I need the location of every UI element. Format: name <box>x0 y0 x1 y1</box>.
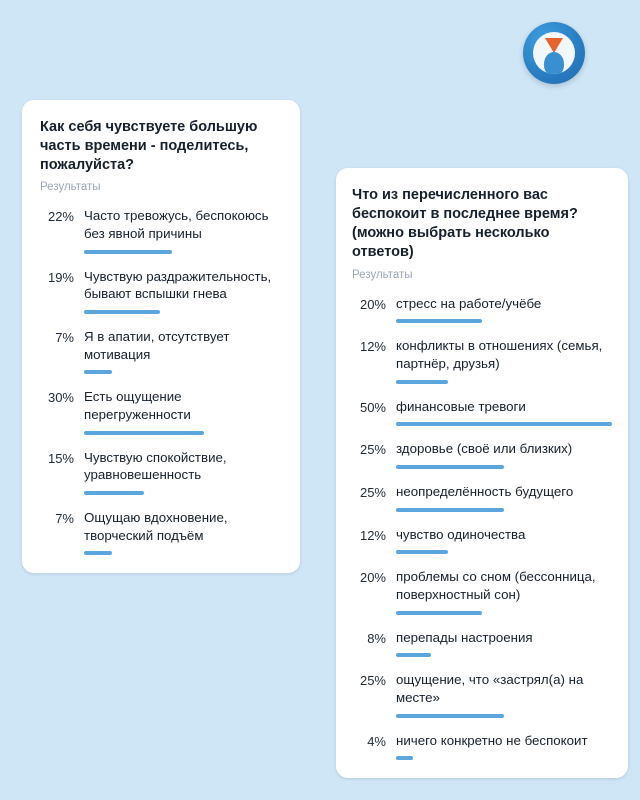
poll-option-percent: 7% <box>55 330 74 346</box>
poll-option-label: Есть ощущение перегруженности <box>84 389 191 423</box>
bird-logo-icon <box>533 32 575 74</box>
poll-option-bar-fill <box>84 370 112 374</box>
poll-option-percent: 7% <box>55 511 74 527</box>
poll-question: Как себя чувствуете большую часть времени - поделитесь, пожалуйста? <box>40 119 258 174</box>
poll-option-bar-track <box>396 465 612 469</box>
poll-option-body <box>386 732 612 761</box>
poll-option-percent: 12% <box>359 339 386 355</box>
poll-option-bar-fill <box>396 319 482 323</box>
bird-body-shape <box>544 52 564 74</box>
poll-option-bar-track <box>396 653 612 657</box>
poll-option-bar-track <box>396 508 612 512</box>
poll-option[interactable] <box>352 671 612 717</box>
poll-option[interactable] <box>352 337 612 383</box>
poll-option-label: ничего конкретно не беспокоит <box>396 732 588 748</box>
poll-option-bar-fill <box>396 550 448 554</box>
poll-card-feelings <box>22 100 300 573</box>
poll-option-body <box>74 268 284 314</box>
poll-option-label: Чувствую раздражительность, бывают вспышки гнева <box>84 268 272 302</box>
poll-option-label: Я в апатии, отсутствует мотивация <box>84 329 230 362</box>
poll-option-bar-fill <box>84 250 172 254</box>
poll-option-percent: 8% <box>367 630 386 646</box>
poll-option-percent: 4% <box>367 733 386 749</box>
poll-option-body <box>74 509 284 555</box>
poll-option-label: ощущение, что «застрял(а) на месте» <box>396 672 584 705</box>
poll-option[interactable] <box>352 483 612 512</box>
poll-option[interactable] <box>40 449 284 495</box>
poll-option-body <box>386 337 612 383</box>
poll-option-bar-fill <box>396 653 431 657</box>
poll-option-bar-fill <box>396 508 504 512</box>
poll-option-percent: 50% <box>359 399 386 415</box>
poll-option-bar-track <box>396 422 612 426</box>
poll-option[interactable] <box>352 295 612 324</box>
poll-option[interactable] <box>352 398 612 427</box>
poll-option-label: здоровье (своё или близких) <box>396 441 573 457</box>
poll-option-bar-track <box>84 250 284 254</box>
poll-results-label: Результаты <box>40 181 101 194</box>
poll-option-percent: 25% <box>359 484 386 500</box>
poll-option-bar-fill <box>396 611 482 615</box>
poll-option-label: финансовые тревоги <box>396 398 526 414</box>
poll-option-label: неопределённость будущего <box>396 483 574 499</box>
poll-option-label: перепады настроения <box>396 629 533 645</box>
poll-option-bar-fill <box>84 491 144 495</box>
poll-option-percent: 12% <box>359 527 386 543</box>
poll-option[interactable] <box>40 388 284 434</box>
poll-option[interactable] <box>40 328 284 374</box>
poll-option-body <box>386 671 612 717</box>
poll-results-label: Результаты <box>352 268 413 281</box>
poll-option-bar-track <box>396 550 612 554</box>
poll-option-percent: 15% <box>47 450 74 466</box>
poll-option-body <box>74 449 284 495</box>
poll-option-percent: 20% <box>359 570 386 586</box>
poll-option-body <box>74 388 284 434</box>
poll-option-bar-fill <box>84 431 204 435</box>
poll-option-percent: 25% <box>359 673 386 689</box>
poll-option-body <box>386 629 612 658</box>
poll-option-bar-track <box>84 551 284 555</box>
channel-avatar[interactable] <box>523 22 585 84</box>
poll-option-bar-track <box>396 756 612 760</box>
poll-option-label: проблемы со сном (бессонница, поверхностный сон) <box>396 569 596 602</box>
poll-option-bar-track <box>84 310 284 314</box>
poll-option-percent: 19% <box>47 269 74 285</box>
bird-beak-shape <box>545 38 563 53</box>
poll-option-bar-track <box>396 714 612 718</box>
poll-option-label: Чувствую спокойствие, уравновешенность <box>84 449 227 483</box>
poll-option-body <box>386 526 612 555</box>
poll-option-bar-fill <box>84 551 112 555</box>
poll-option-body <box>74 207 284 253</box>
poll-card-concerns <box>336 168 628 778</box>
poll-option-bar-fill <box>396 380 448 384</box>
poll-option-bar-track <box>84 370 284 374</box>
poll-option-label: чувство одиночества <box>396 526 526 542</box>
poll-option-bar-fill <box>396 714 504 718</box>
poll-option-bar-track <box>396 319 612 323</box>
poll-option-percent: 20% <box>359 296 386 312</box>
poll-option-body <box>386 295 612 324</box>
poll-option-body <box>386 440 612 469</box>
poll-option-percent: 25% <box>359 442 386 458</box>
poll-option-label: Часто тревожусь, беспокоюсь без явной причины <box>84 208 269 242</box>
poll-option-body <box>386 568 612 614</box>
poll-option-label: стресс на работе/учёбе <box>396 295 542 311</box>
poll-options-list <box>40 207 284 555</box>
poll-option[interactable] <box>352 732 612 761</box>
poll-option-bar-fill <box>84 310 160 314</box>
poll-option-bar-fill <box>396 422 612 426</box>
poll-option-body <box>386 483 612 512</box>
poll-option-label: Ощущаю вдохновение, творческий подъём <box>84 510 228 543</box>
poll-option-percent: 22% <box>47 209 74 225</box>
poll-option-body <box>386 398 612 427</box>
poll-option-bar-track <box>396 611 612 615</box>
poll-option-bar-track <box>84 491 284 495</box>
poll-option-body <box>74 328 284 374</box>
poll-option[interactable] <box>352 568 612 614</box>
poll-option-bar-track <box>396 380 612 384</box>
poll-option-bar-track <box>84 431 284 435</box>
poll-option-bar-fill <box>396 756 413 760</box>
poll-option[interactable] <box>352 629 612 658</box>
poll-options-list <box>352 295 612 761</box>
poll-option[interactable] <box>352 526 612 555</box>
poll-question: Что из перечисленного вас беспокоит в последнее время? (можно выбрать несколько ответов) <box>352 187 578 261</box>
poll-option[interactable] <box>352 440 612 469</box>
poll-option-percent: 30% <box>47 390 74 406</box>
poll-option[interactable] <box>40 268 284 314</box>
poll-option[interactable] <box>40 207 284 253</box>
poll-option[interactable] <box>40 509 284 555</box>
poll-option-label: конфликты в отношениях (семья, партнёр, друзья) <box>396 338 603 371</box>
poll-option-bar-fill <box>396 465 504 469</box>
